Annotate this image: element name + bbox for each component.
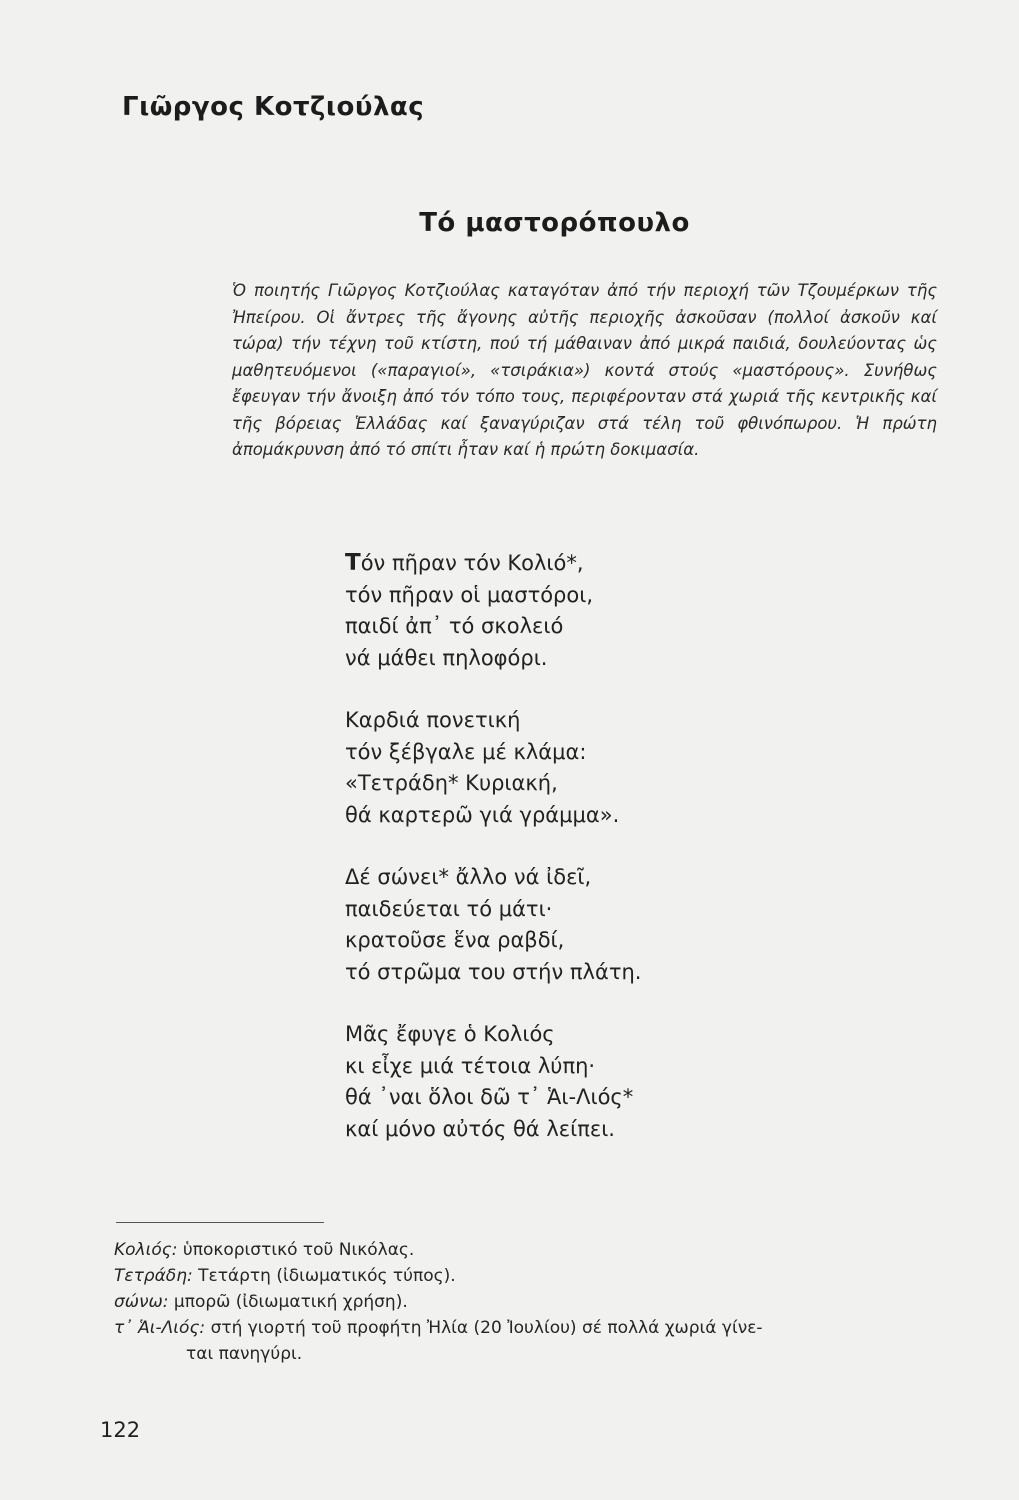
stanza-4: [345, 1019, 641, 1145]
footnote: [114, 1315, 964, 1367]
poem-line: Δέ σώνει* ἄλλο νά ἰδεῖ,: [345, 865, 592, 889]
poem-line: τόν πῆραν οἱ μαστόροι,: [345, 582, 594, 607]
footnote: [114, 1263, 964, 1289]
footnote-divider: [116, 1222, 324, 1223]
poem-line: θά ᾿ναι ὅλοι δῶ τ᾿ Ἁι-Λιός*: [345, 1085, 634, 1109]
drop-cap: Τ: [345, 550, 361, 576]
footnote-term: Κολιός:: [114, 1240, 178, 1260]
poem-line: Μᾶς ἔφυγε ὁ Κολιός: [345, 1022, 555, 1046]
poem-line: Καρδιά πονετική: [345, 708, 521, 732]
footnote-term: Τετράδη:: [114, 1266, 193, 1286]
poem-line: νά μάθει πηλοφόρι.: [345, 645, 548, 670]
footnote-text: στή γιορτή τοῦ προφήτη Ἠλία (20 Ἰουλίου) σέ πολλά χωριά γίνε-: [210, 1318, 763, 1338]
poem-line: «Τετράδη* Κυριακή,: [345, 771, 558, 795]
first-line-text: όν πῆραν τόν Κολιό*,: [360, 551, 584, 575]
poem-line: θά καρτερῶ γιά γράμμα».: [345, 802, 620, 827]
poem-line: [345, 548, 641, 580]
footnote-text: Τετάρτη (ἰδιωματικός τύπος).: [198, 1266, 456, 1286]
poem-line: παιδεύεται τό μάτι·: [345, 896, 553, 921]
poem-title: Τό μαστορόπουλο: [419, 208, 690, 238]
footnote-term: τ᾿ Ἁι-Λιός:: [114, 1318, 206, 1338]
intro-paragraph: Ὁ ποιητής Γιῶργος Κοτζιούλας καταγόταν ἀπό τήν περιοχή τῶν Τζουμέρκων τῆς Ἠπείρου. Οἱ ἄντρες τῆς ἄγονης αὐτῆς περιοχῆς ἀσκοῦσαν (πολλοί ἀσκοῦν καί τώρα) τήν τέχνη τοῦ κτίστη, πού τή μάθαιναν ἀπό μικρά παιδιά, δουλεύοντας ὡς μαθητευόμενοι («παραγιοί», «τσιράκια») κοντά στούς «μαστόρους». Συνήθως ἔφευγαν τήν ἄνοιξη ἀπό τόν τόπο τους, περιφέρονταν στά χωριά τῆς κεντρικῆς καί τῆς βόρειας Ἑλλάδας καί ξαναγύριζαν στά τέλη τοῦ φθινόπωρου. Ἡ πρώτη ἀπομάκρυνση ἀπό τό σπίτι ἦταν καί ἡ πρώτη δοκιμασία.: [232, 281, 937, 459]
page-number: 122: [100, 1418, 141, 1442]
footnote-text: μπορῶ (ἰδιωματική χρήση).: [173, 1292, 408, 1312]
poem-line: κι εἶχε μιά τέτοια λύπη·: [345, 1053, 596, 1078]
footnotes: [114, 1237, 964, 1367]
footnote-text: ὑποκοριστικό τοῦ Νικόλας.: [182, 1240, 415, 1260]
footnote-continuation: ται πανηγύρι.: [186, 1344, 303, 1364]
stanza-3: [345, 862, 641, 988]
footnote: [114, 1237, 964, 1263]
poem-line: καί μόνο αὐτός θά λείπει.: [345, 1116, 615, 1141]
poem-line: παιδί ἀπ᾿ τό σκολειό: [345, 614, 564, 638]
footnote: [114, 1289, 964, 1315]
stanza-1: [345, 548, 641, 674]
poem-line: τόν ξέβγαλε μέ κλάμα:: [345, 739, 587, 764]
stanza-2: [345, 705, 641, 831]
poem-line: τό στρῶμα του στήν πλάτη.: [345, 959, 642, 984]
footnote-term: σώνω:: [114, 1292, 169, 1312]
author-name: Γιῶργος Κοτζιούλας: [122, 92, 425, 122]
poem-line: κρατοῦσε ἕνα ραβδί,: [345, 928, 565, 952]
poem: [345, 548, 641, 1176]
